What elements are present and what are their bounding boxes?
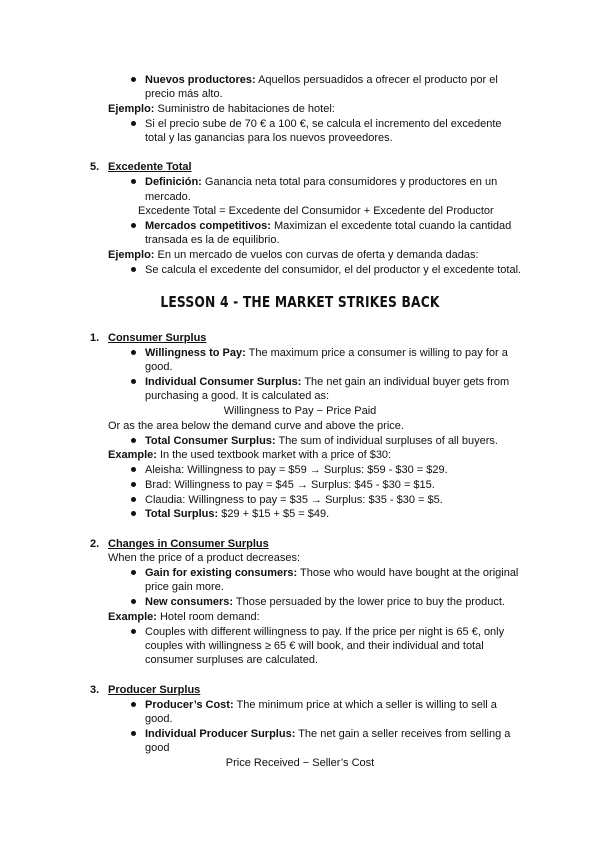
bullet-dot	[131, 121, 136, 126]
bullet-dot	[131, 511, 136, 516]
bullet-dot	[131, 267, 136, 272]
bullet-individual-consumer-surplus: Individual Consumer Surplus: The net gain an individual buyer gets from	[145, 376, 510, 388]
bullet-dot	[131, 77, 136, 82]
example-hotel-demand: Example: Hotel room demand:	[108, 611, 260, 623]
section-title-consumer-surplus: Consumer Surplus	[108, 332, 207, 344]
bullet-dot	[131, 629, 136, 634]
bullet-dot	[131, 497, 136, 502]
section-number: 5.	[90, 161, 100, 173]
bullet-dot	[131, 482, 136, 487]
bullet-text-line: total y las ganancias para los nuevos proveedores.	[145, 132, 393, 144]
area-note: Or as the area below the demand curve and above the price.	[108, 420, 404, 432]
bullet-text-line: good.	[145, 713, 173, 725]
bullet-hotel-precio: Si el precio sube de 70 € a 100 €, se calcula el incremento del excedente	[145, 118, 502, 130]
formula-consumer-surplus: Willingness to Pay − Price Paid	[223, 405, 377, 417]
bullet-nuevos-productores: Nuevos productores: Aquellos persuadidos a ofrecer el producto por el	[145, 74, 498, 86]
bullet-dot	[131, 731, 136, 736]
bullet-dot	[131, 467, 136, 472]
bullet-producer-cost: Producer’s Cost: The minimum price at which a seller is willing to sell a	[145, 699, 497, 711]
bullet-text-line: good	[145, 742, 170, 754]
bullet-couples: Couples with different willingness to pay. If the price per night is 65 €, only	[145, 626, 505, 638]
bullet-text-line: couples with willingness ≥ 65 € will book, and their individual and total	[145, 640, 484, 652]
bullet-aleisha: Aleisha: Willingness to pay = $59 → Surplus: $59 - $30 = $29.	[145, 464, 448, 476]
bullet-dot	[131, 179, 136, 184]
bullet-text-line: mercado.	[145, 191, 191, 203]
bullet-total-consumer-surplus: Total Consumer Surplus: The sum of individual surpluses of all buyers.	[145, 435, 498, 447]
bullet-total-surplus: Total Surplus: $29 + $15 + $5 = $49.	[145, 508, 330, 520]
bullet-dot	[131, 599, 136, 604]
section-intro: When the price of a product decreases:	[108, 552, 300, 564]
bullet-claudia: Claudia: Willingness to pay = $35 → Surplus: $35 - $30 = $5.	[145, 494, 443, 506]
ejemplo-vuelos: Ejemplo: En un mercado de vuelos con curvas de oferta y demanda dadas:	[108, 249, 479, 261]
bullet-dot	[131, 438, 136, 443]
bullet-individual-producer-surplus: Individual Producer Surplus: The net gain a seller receives from selling a	[145, 728, 511, 740]
bullet-dot	[131, 350, 136, 355]
bullet-willingness-to-pay: Willingness to Pay: The maximum price a consumer is willing to pay for a	[145, 347, 508, 359]
lesson-title: LESSON 4 - THE MARKET STRIKES BACK	[160, 293, 440, 311]
section-title-changes-consumer-surplus: Changes in Consumer Surplus	[108, 538, 269, 550]
formula-excedente: Excedente Total = Excedente del Consumidor + Excedente del Productor	[138, 205, 494, 217]
bullet-brad: Brad: Willingness to pay = $45 → Surplus: $45 - $30 = $15.	[145, 479, 435, 491]
bullet-mercados: Mercados competitivos: Maximizan el excedente total cuando la cantidad	[145, 220, 512, 232]
example-textbook: Example: In the used textbook market with a price of $30:	[108, 449, 392, 461]
bullet-text-line: good.	[145, 361, 173, 373]
bullet-text-line: transada es la de equilibrio.	[145, 234, 280, 246]
section-title-producer-surplus: Producer Surplus	[108, 684, 201, 696]
bullet-dot	[131, 379, 136, 384]
formula-producer-surplus: Price Received − Seller’s Cost	[225, 757, 375, 769]
bullet-new-consumers: New consumers: Those persuaded by the lower price to buy the product.	[145, 596, 505, 608]
bullet-text-line: purchasing a good. It is calculated as:	[145, 390, 330, 402]
bullet-text-line: precio más alto.	[145, 88, 223, 100]
bullet-dot	[131, 702, 136, 707]
section-number: 2.	[90, 538, 100, 550]
bullet-definicion: Definición: Ganancia neta total para consumidores y productores en un	[145, 176, 498, 188]
ejemplo-hotel: Ejemplo: Suministro de habitaciones de hotel:	[108, 103, 335, 115]
section-number: 1.	[90, 332, 100, 344]
bullet-dot	[131, 223, 136, 228]
bullet-dot	[131, 570, 136, 575]
bullet-text-line: consumer surpluses are calculated.	[145, 654, 319, 666]
section-title-excedente-total: Excedente Total	[108, 161, 192, 173]
bullet-gain-existing: Gain for existing consumers: Those who would have bought at the original	[145, 567, 519, 579]
bullet-calculo: Se calcula el excedente del consumidor, el del productor y el excedente total.	[145, 264, 522, 276]
bullet-text-line: price gain more.	[145, 581, 224, 593]
section-number: 3.	[90, 684, 100, 696]
